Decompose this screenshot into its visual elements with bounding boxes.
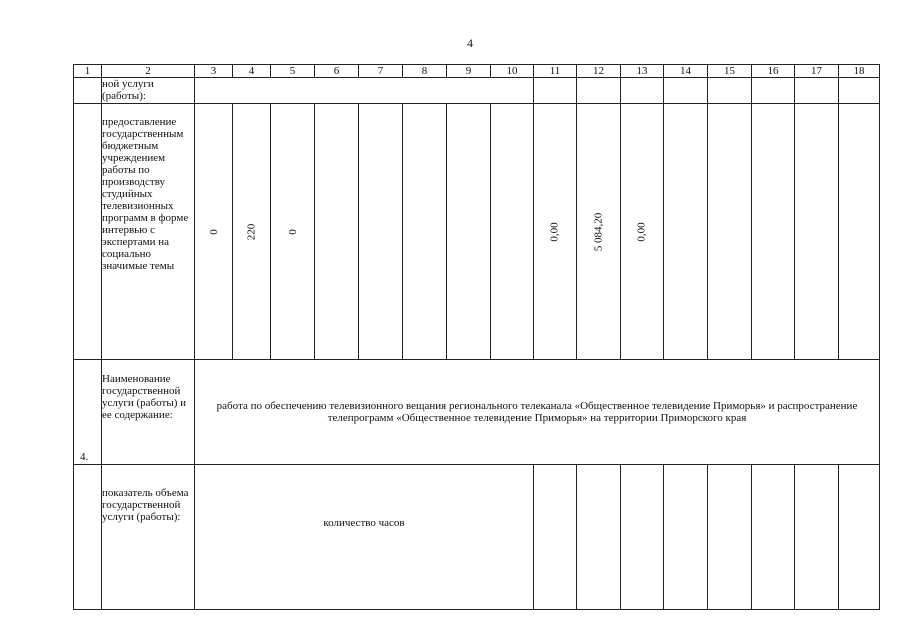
service-name-label: Наименование государственной услуги (работы) и ее содержание: xyxy=(102,360,195,465)
page-number: 4 xyxy=(467,36,473,50)
value-col11: 0,00 xyxy=(549,221,561,242)
header-cell: 7 xyxy=(359,65,403,78)
volume-label: показатель объема государственной услуги (работы): xyxy=(102,465,195,610)
header-cell: 8 xyxy=(403,65,447,78)
item-number: 4. xyxy=(80,451,89,463)
value-col13: 0,00 xyxy=(636,221,648,242)
volume-unit: количество часов xyxy=(195,465,534,610)
header-cell: 16 xyxy=(752,65,795,78)
service-name-value: работа по обеспечению телевизионного вещания регионального телеканала «Общественное телевидение Приморья» и распространение телепрограмм «Общественное телевидение Приморья» на территории Приморского края xyxy=(195,360,880,465)
header-cell: 6 xyxy=(315,65,359,78)
header-cell: 5 xyxy=(271,65,315,78)
header-cell: 3 xyxy=(195,65,233,78)
header-cell: 13 xyxy=(621,65,664,78)
value-col12: 5 084,20 xyxy=(592,212,605,251)
header-cell: 2 xyxy=(102,65,195,78)
service-row xyxy=(74,104,880,360)
continuation-row xyxy=(74,78,880,104)
services-table xyxy=(73,64,880,610)
value-col4: 220 xyxy=(245,223,258,240)
volume-row xyxy=(74,465,880,610)
header-cell: 9 xyxy=(447,65,491,78)
header-cell: 1 xyxy=(74,65,102,78)
header-row xyxy=(74,65,880,78)
continuation-label: ной услуги (работы): xyxy=(102,78,195,104)
header-cell: 12 xyxy=(577,65,621,78)
header-cell: 18 xyxy=(839,65,880,78)
header-cell: 14 xyxy=(664,65,708,78)
header-cell: 17 xyxy=(795,65,839,78)
value-col5: 0 xyxy=(286,228,299,235)
service-name-row xyxy=(74,360,880,465)
header-cell: 4 xyxy=(233,65,271,78)
header-cell: 11 xyxy=(534,65,577,78)
header-cell: 10 xyxy=(491,65,534,78)
header-cell: 15 xyxy=(708,65,752,78)
value-col3: 0 xyxy=(207,228,220,235)
service-description: предоставление государственным бюджетным учреждением работы по производству студийных телевизионных программ в форме интервью с экспертами на социально значимые темы xyxy=(102,104,195,360)
